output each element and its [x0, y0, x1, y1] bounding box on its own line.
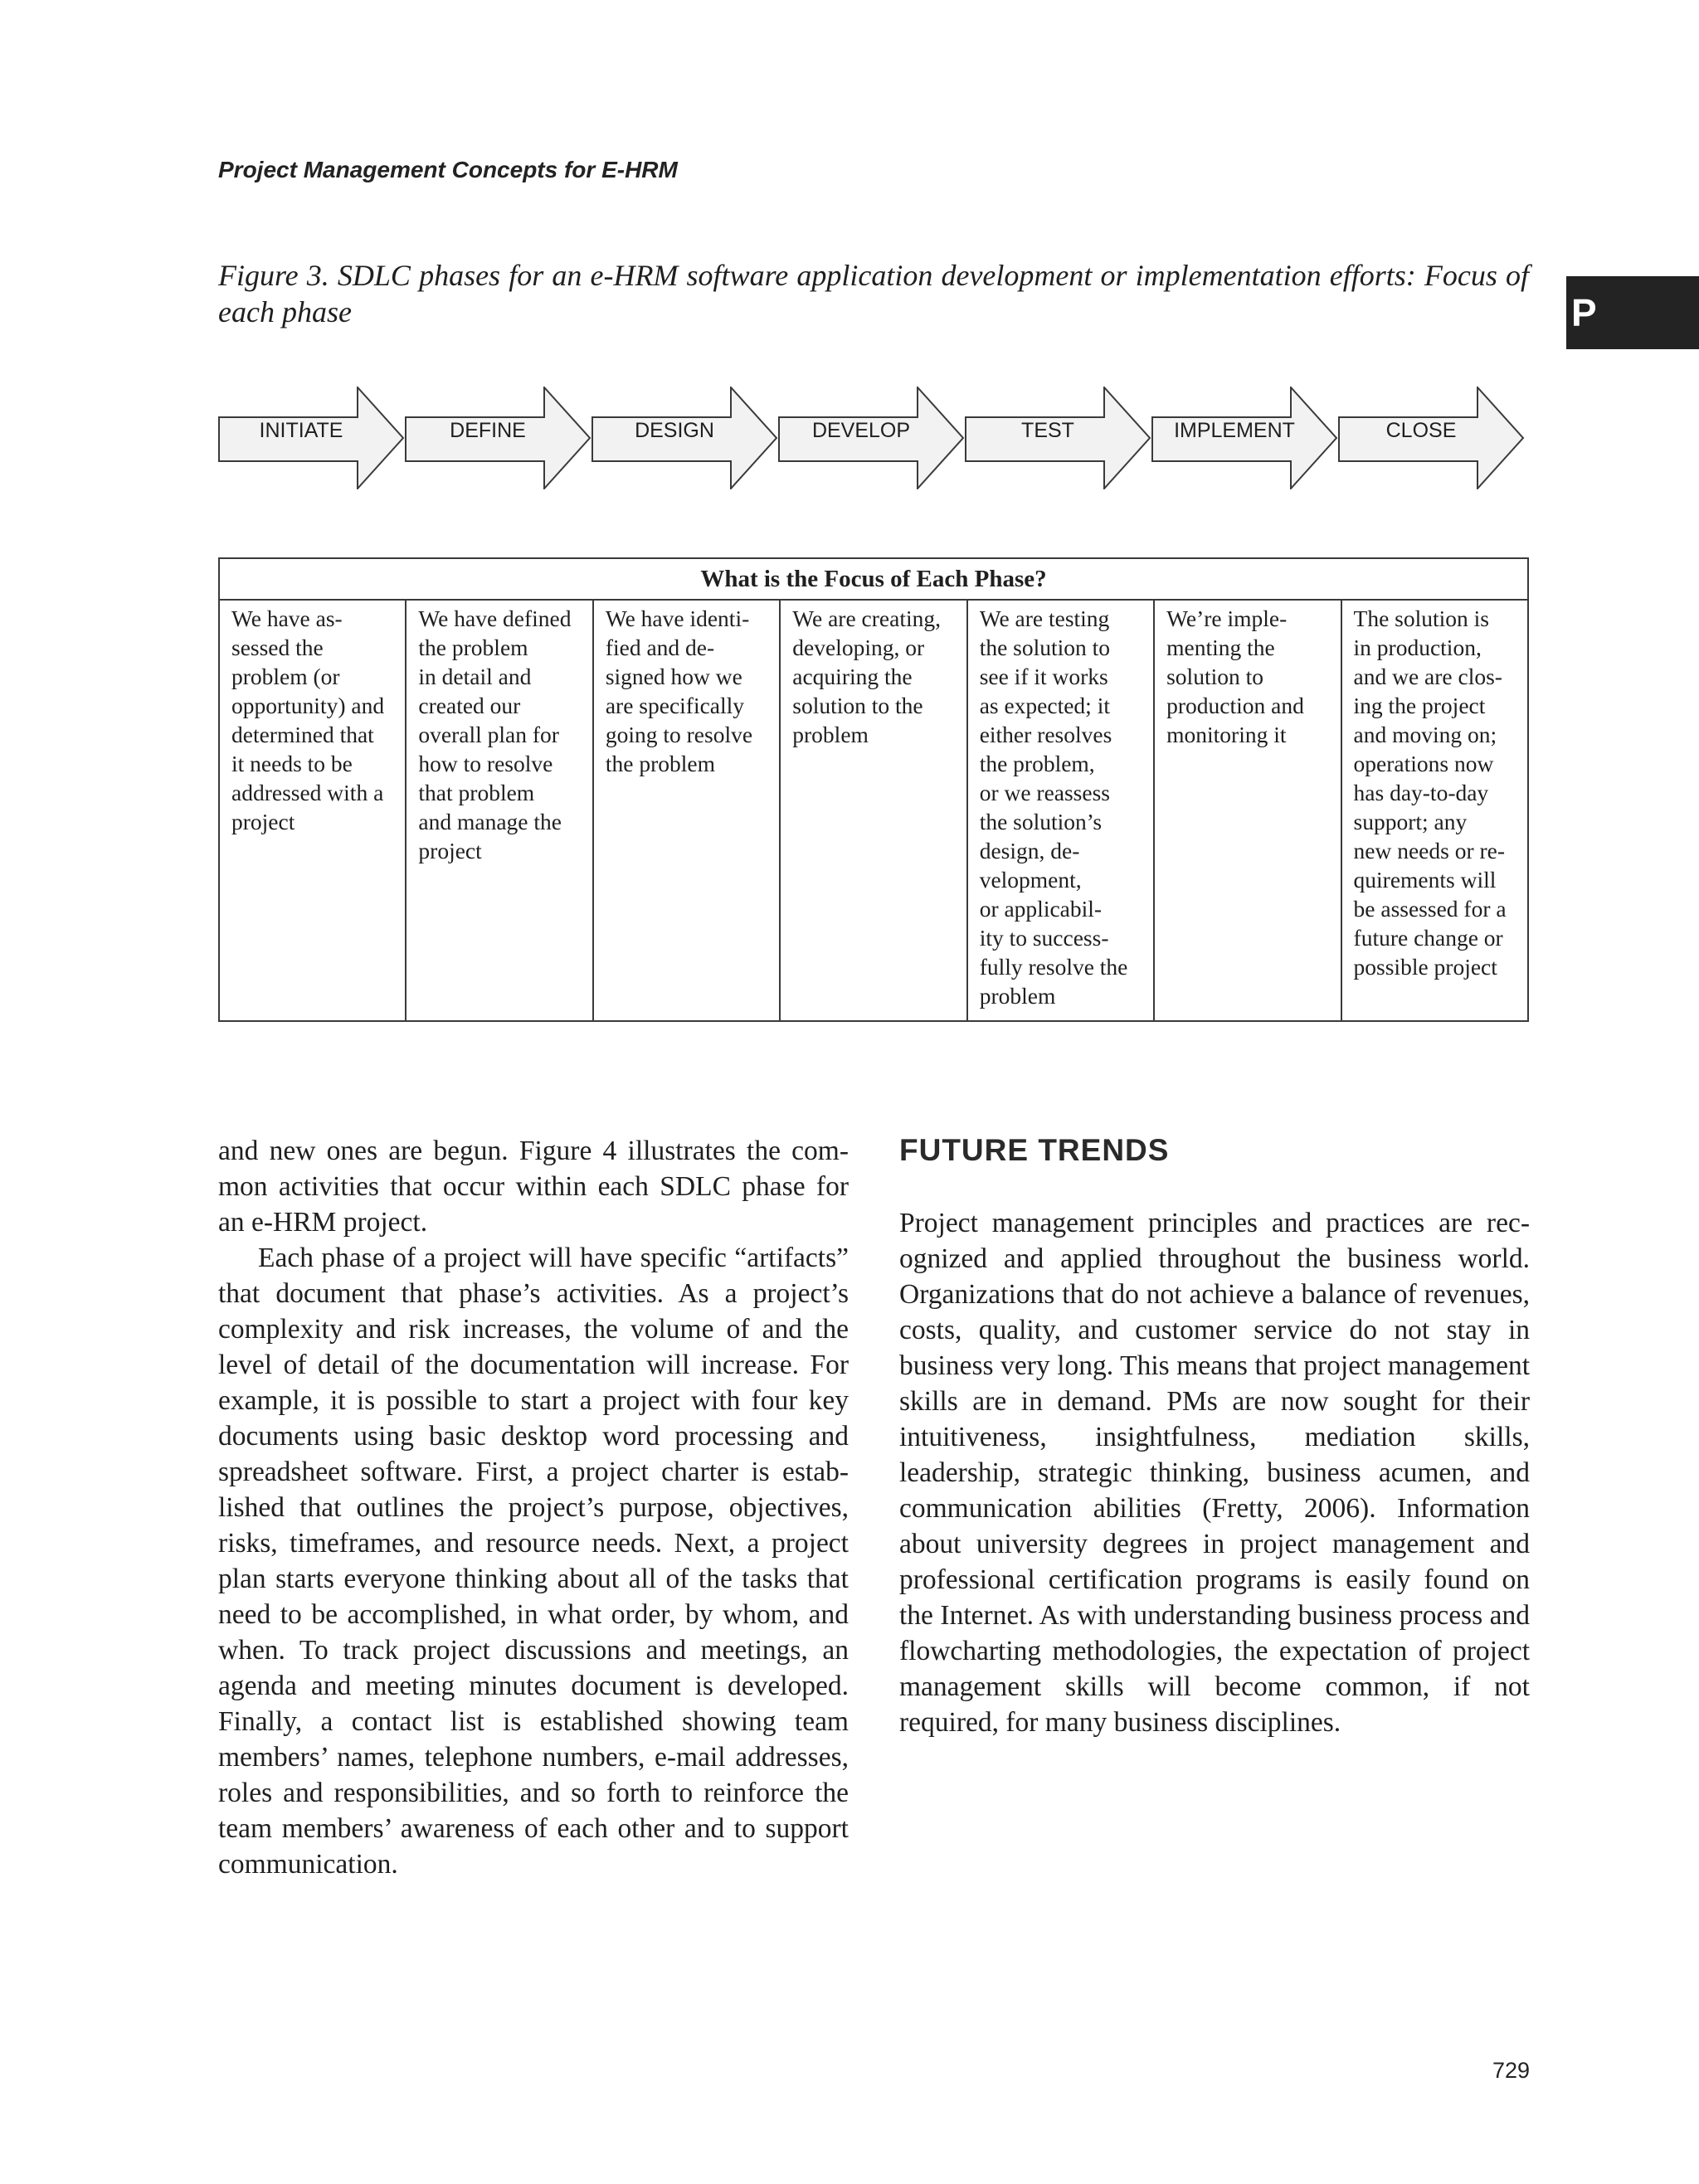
focus-cell-test: We are testing the solution to see if it works as expected; it either resolves the problem, or we reassess the solution’s design, de- velopment, or applicabil- ity to success- fully resolve the problem: [967, 600, 1154, 1021]
focus-cell-implement: We’re imple- menting the solution to production and monitoring it: [1154, 600, 1341, 1021]
table-title: What is the Focus of Each Phase?: [219, 558, 1528, 600]
focus-cell-design: We have identi- fied and de- signed how we are specifically going to resolve the problem: [593, 600, 780, 1021]
focus-cell-define: We have defined the problem in detail and created our overall plan for how to resolve that problem and manage the project: [406, 600, 592, 1021]
focus-cell-develop: We are creating, developing, or acquiring the solution to the problem: [780, 600, 966, 1021]
phase-label: CLOSE: [1385, 419, 1457, 442]
body-paragraph: and new ones are begun. Figure 4 illustrates the common activities that occur within each SDLC phase for an e-HRM project.: [218, 1136, 849, 1238]
phase-arrow-initiate: [219, 387, 403, 489]
figure-caption: Figure 3. SDLC phases for an e-HRM software application development or implementation efforts: Focus of each phase: [218, 259, 1529, 328]
page-number: 729: [1492, 2058, 1530, 2083]
phase-arrow-develop: [779, 387, 963, 489]
phase-arrow-close: [1339, 387, 1523, 489]
phase-label: DESIGN: [635, 419, 714, 442]
table-row: [219, 600, 1528, 1021]
focus-cell-initiate: We have as- sessed the problem (or opportunity) and determined that it needs to be addressed with a project: [219, 600, 406, 1021]
phase-label: INITIATE: [259, 419, 343, 442]
phase-arrow-design: [592, 387, 776, 489]
focus-cell-close: The solution is in production, and we are clos- ing the project and moving on; operations now has day-to-day support; any new needs or re- quirements will be assessed for a future change or possible project: [1341, 600, 1528, 1021]
phase-label: TEST: [1021, 419, 1074, 442]
phase-focus-table: [218, 557, 1529, 1022]
sdlc-phase-arrows: [218, 387, 1537, 489]
phase-arrow-test: [966, 387, 1150, 489]
section-tab: P: [1566, 276, 1699, 349]
body-column-right: [899, 1205, 1530, 1740]
phase-arrow-define: [406, 387, 590, 489]
body-paragraph: Each phase of a project will have specific “artifacts” that document that phase’s activities. As a project’s complexity and risk increases, the volume of and the level of detail of the documentation will increase. For example, it is possible to start a project with four key documents using basic desktop word processing and spreadsheet software. First, a project charter is established that outlines the project’s purpose, objectives, risks, timeframes, and resource needs. Next, a project plan starts everyone thinking about all of the tasks that need to be accomplished, in what order, by whom, and when. To track project discussions and meetings, an agenda and meeting minutes document is developed. Finally, a contact list is established showing team members’ names, telephone numbers, e-mail addresses, roles and responsibilities, and so forth to reinforce the team members’ awareness of each other and to support communication.: [218, 1243, 849, 1880]
phase-label: DEVELOP: [811, 419, 911, 442]
body-column-left: [218, 1133, 849, 1882]
phase-arrow-implement: [1152, 387, 1336, 489]
section-heading: FUTURE TRENDS: [899, 1133, 1170, 1167]
phase-label: DEFINE: [450, 419, 526, 442]
body-paragraph: Project management principles and practices are recognized and applied throughout the business world. Organizations that do not achieve a balance of revenues, costs, quality, and customer service do not stay in business very long. This means that project management skills are in demand. PMs are now sought for their intuitiveness, insightfulness, mediation skills, leadership, strategic thinking, business acumen, and communication abilities (Fretty, 2006). Information about university degrees in project management and professional certification programs is easily found on the Internet. As with understanding business process and flowcharting methodologies, the expectation of project management skills will become common, if not required, for many business disciplines.: [899, 1208, 1530, 1738]
phase-label: IMPLEMENT: [1174, 419, 1295, 442]
running-title: Project Management Concepts for E-HRM: [218, 157, 678, 182]
